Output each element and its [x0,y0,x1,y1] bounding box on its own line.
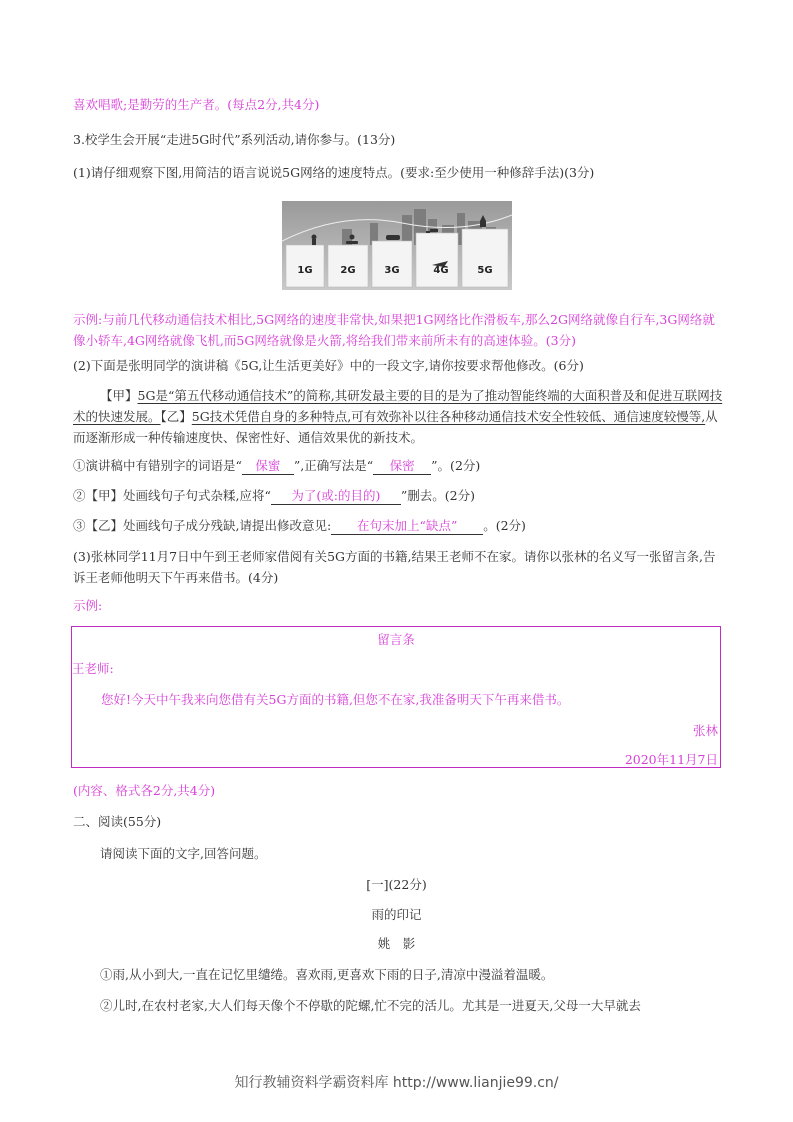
label-yi: 【乙】 [160,409,192,424]
question-3-1: (1)请仔细观察下图,用简洁的语言说说5G网络的速度特点。(要求:至少使用一种修辞手法)(3分) [73,165,595,180]
answer-blank-correct-word: 保密 [373,458,431,475]
q1-middle: ”,正确写法是“ [293,458,374,473]
question-3-2-3 [73,517,723,535]
passage-paragraph-1: ①雨,从小到大,一直在记忆里缱绻。喜欢雨,更喜欢下雨的日子,清凉中漫溢着温暖。 [100,967,554,982]
label-jia: 【甲】 [100,388,138,403]
answer-blank-wrong-word: 保蜜 [242,458,294,475]
figure-label-2g: 2G [340,265,356,276]
figure-label-4g: 4G [433,265,449,276]
5g-speed-figure [282,201,512,290]
question-3-2-1 [73,457,723,475]
passage-number: [一](22分) [366,877,427,892]
answer-line-1: 喜欢唱歌;是勤劳的生产者。(每点2分,共4分) [73,97,320,112]
passage-author: 姚 影 [377,936,416,951]
passage-paragraph-2: ②儿时,在农村老家,大人们每天像个不停歇的陀螺,忙不完的活儿。尤其是一进夏天,父母一大早就去 [100,998,641,1013]
q1-prefix: ①演讲稿中有错别字的词语是“ [73,458,242,473]
paragraph-rest: 从而逐渐形成一种传输速度快、保密性好、通信效果优的新技术。 [73,409,718,445]
page-footer: 知行教辅资料学霸资料库 http://www.lianjie99.cn/ [234,1075,559,1091]
question-3-2: (2)下面是张明同学的演讲稿《5G,让生活更美好》中的一段文字,请你按要求帮他修改。(6分) [73,358,584,373]
section-2-title: 二、阅读(55分) [73,814,162,829]
q3-prefix: ③【乙】处画线句子成分残缺,请提出修改意见: [73,518,332,533]
note-signature: 张林 [692,723,718,738]
reading-instruction: 请阅读下面的文字,回答问题。 [100,846,267,861]
note-date: 2020年11月7日 [624,752,718,767]
q1-suffix: ”。(2分) [431,458,481,473]
figure-label-5g: 5G [477,265,493,276]
example-label: 示例: [73,598,103,613]
figure-label-1g: 1G [297,265,313,276]
note-body: 您好!今天中午我来向您借有关5G方面的书籍,但您不在家,我准备明天下午再来借书。 [101,692,570,707]
question-3-3: (3)张林同学11月7日中午到王老师家借阅有关5G方面的书籍,结果王老师不在家。请你以张林的名义写一张留言条,告诉王老师他明天下午再来借书。(4分) [73,549,716,585]
message-note-box [71,626,721,768]
q2-suffix: ”删去。(2分) [400,488,475,503]
passage-title: 雨的印记 [371,907,422,922]
answer-blank-delete: 为了(或:的目的) [271,488,401,505]
speech-paragraph [73,385,723,448]
underlined-sentence-jia: 5G是“第五代移动通信技术”的简称,其研发最主要的目的是为了推动智能终端的大面积普及和促进互联网技术的快速发展。 [73,388,723,424]
answer-blank-suggestion: 在句末加上“缺点” [331,518,483,535]
note-salutation: 王老师: [72,661,114,676]
figure-label-3g: 3G [384,265,400,276]
note-title: 留言条 [377,632,415,647]
underlined-sentence-yi: 5G技术凭借自身的多种特点,可有效弥补以往各种移动通信技术安全性较低、通信速度较慢等, [191,409,706,424]
question-3-title: 3.校学生会开展“走进5G时代”系列活动,请你参与。(13分) [73,132,396,147]
q3-suffix: 。(2分) [483,518,526,533]
scoring-note: (内容、格式各2分,共4分) [73,783,216,798]
question-3-2-2 [73,487,723,505]
q2-prefix: ②【甲】处画线句子句式杂糅,应将“ [73,488,271,503]
answer-example-1: 示例:与前几代移动通信技术相比,5G网络的速度非常快,如果把1G网络比作滑板车,那么2G网络就像自行车,3G网络就像小轿车,4G网络就像飞机,而5G网络就像是火箭,将给我们带来前所未有的高速体验。(3分) [73,312,715,348]
